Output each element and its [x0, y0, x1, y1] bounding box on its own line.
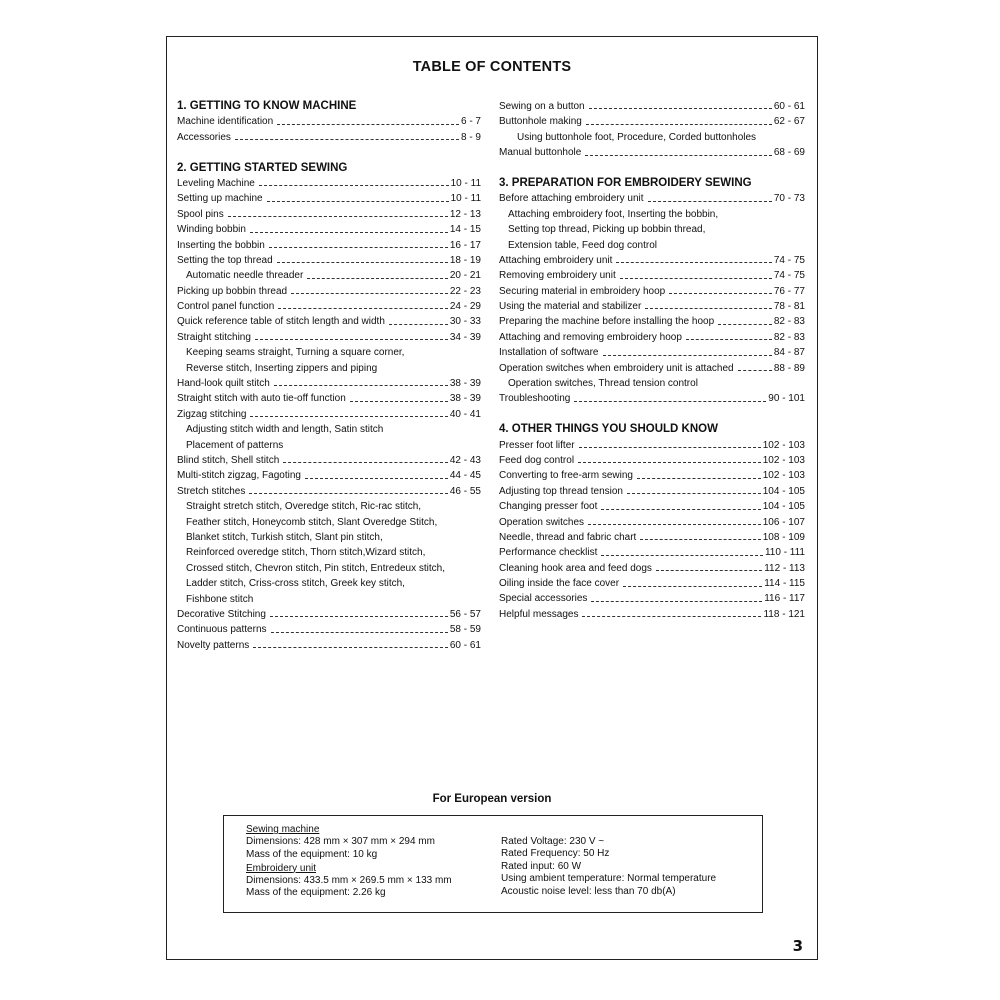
- dot-leader: [578, 462, 761, 463]
- toc-entry: [499, 453, 805, 468]
- toc-entry-label: Straight stitch with auto tie-off function: [177, 393, 346, 405]
- toc-entry-pages: 102 - 103: [762, 439, 805, 451]
- toc-entry-label: Machine identification: [177, 116, 274, 128]
- dot-leader: [645, 308, 772, 309]
- section-spacer: [499, 407, 805, 422]
- toc-entry: [499, 468, 805, 483]
- toc-entry-pages: 42 - 43: [449, 454, 481, 466]
- section-heading: 1. GETTING TO KNOW MACHINE: [177, 100, 357, 112]
- toc-entry-label: Helpful messages: [499, 608, 579, 620]
- toc-entry-pages: 6 - 7: [460, 116, 481, 128]
- toc-entry-pages: 82 - 83: [773, 316, 805, 328]
- dot-leader: [718, 324, 772, 325]
- toc-entry-label: Novelty patterns: [177, 639, 250, 651]
- toc-entry: [177, 376, 481, 391]
- spec-heading: Sewing machine: [246, 824, 320, 835]
- toc-entry-pages: 12 - 13: [449, 208, 481, 220]
- toc-entry-label: Setting the top thread: [177, 254, 273, 266]
- dot-leader: [591, 601, 762, 602]
- toc-entry: [499, 530, 805, 545]
- toc-entry: [177, 191, 481, 206]
- dot-leader: [738, 370, 772, 371]
- toc-subtopics: Reverse stitch, Inserting zippers and piping: [186, 362, 378, 374]
- spec-left-group: [246, 824, 452, 900]
- spec-line: Rated Voltage: 230 V ~: [501, 836, 605, 847]
- toc-subtopics: Keeping seams straight, Turning a square corner,: [186, 347, 405, 359]
- toc-entry: [499, 561, 805, 576]
- toc-entry: [499, 484, 805, 499]
- dot-leader: [270, 616, 448, 617]
- spec-heading: Embroidery unit: [246, 862, 317, 874]
- toc-entry-label: Operation switches: [499, 516, 585, 528]
- dot-leader: [228, 216, 448, 217]
- dot-leader: [267, 201, 449, 202]
- toc-entry: [177, 114, 481, 129]
- toc-entry-pages: 76 - 77: [773, 285, 805, 297]
- toc-entry-label: Quick reference table of stitch length and width: [177, 316, 385, 328]
- dot-leader: [582, 616, 761, 617]
- toc-entry-label: Using the material and stabilizer: [499, 301, 642, 313]
- dot-leader: [601, 555, 763, 556]
- toc-entry-pages: 22 - 23: [449, 285, 481, 297]
- toc-entry-pages: 24 - 29: [449, 301, 481, 313]
- toc-entry: [177, 638, 481, 653]
- toc-entry-label: Buttonhole making: [499, 116, 582, 128]
- toc-entry-pages: 108 - 109: [762, 531, 805, 543]
- dot-leader: [656, 570, 762, 571]
- toc-entry: [499, 499, 805, 514]
- toc-entry-pages: 78 - 81: [773, 301, 805, 313]
- section-spacer: [177, 145, 481, 160]
- spec-line: Rated Frequency: 50 Hz: [501, 848, 610, 860]
- toc-entry: [499, 391, 805, 406]
- toc-entry-label: Special accessories: [499, 593, 588, 605]
- toc-right-column: [499, 99, 805, 622]
- toc-entry: [499, 99, 805, 114]
- toc-entry-label: Winding bobbin: [177, 224, 246, 236]
- toc-entry-label: Control panel function: [177, 301, 275, 313]
- toc-entry: [177, 330, 481, 345]
- toc-entry-pages: 114 - 115: [764, 578, 805, 590]
- toc-entry: [177, 407, 481, 422]
- dot-leader: [259, 185, 449, 186]
- section-heading: 3. PREPARATION FOR EMBROIDERY SEWING: [499, 176, 752, 189]
- toc-entry: [499, 268, 805, 283]
- toc-entry-label: Straight stitching: [177, 331, 251, 343]
- toc-entry: [177, 484, 481, 499]
- toc-entry: [177, 207, 481, 222]
- toc-entry-label: Decorative Stitching: [177, 608, 266, 620]
- toc-subtopics: Reinforced overedge stitch, Thorn stitch,Wizard stitch,: [186, 547, 426, 559]
- toc-subtopics: Crossed stitch, Chevron stitch, Pin stitch, Entredeux stitch,: [186, 562, 445, 574]
- spec-line: Using ambient temperature: Normal temperature: [501, 873, 717, 885]
- dot-leader: [253, 647, 448, 648]
- dot-leader: [574, 401, 766, 402]
- toc-entry-pages: 18 - 19: [449, 254, 481, 266]
- toc-entry-label: Accessories: [177, 131, 231, 143]
- toc-entry: [499, 515, 805, 530]
- spec-line: Mass of the equipment: 2.26 kg: [246, 887, 386, 899]
- toc-entry: [499, 592, 805, 607]
- toc-entry: [499, 576, 805, 591]
- document-page: [166, 36, 818, 960]
- toc-subtopics: Operation switches, Thread tension control: [508, 378, 698, 390]
- toc-entry-label: Before attaching embroidery unit: [499, 193, 644, 205]
- section-heading: 2. GETTING STARTED SEWING: [177, 161, 348, 174]
- toc-subtopics: Straight stretch stitch, Overedge stitch, Ric-rac stitch,: [186, 501, 422, 513]
- toc-subtopics: Blanket stitch, Turkish stitch, Slant pin stitch,: [186, 531, 383, 543]
- toc-entry: [499, 361, 805, 376]
- toc-entry-pages: 60 - 61: [449, 639, 481, 651]
- dot-leader: [640, 539, 760, 540]
- dot-leader: [623, 586, 762, 587]
- toc-entry: [177, 453, 481, 468]
- toc-entry-label: Cleaning hook area and feed dogs: [499, 562, 652, 574]
- toc-entry-pages: 82 - 83: [773, 331, 805, 343]
- toc-entry-label: Manual buttonhole: [499, 147, 582, 159]
- dot-leader: [586, 124, 772, 125]
- toc-entry: [177, 268, 481, 283]
- toc-entry: [499, 284, 805, 299]
- section-spacer: [499, 161, 805, 176]
- toc-entry-pages: 38 - 39: [449, 393, 481, 405]
- toc-entry: [177, 284, 481, 299]
- toc-entry-pages: 16 - 17: [449, 239, 481, 251]
- toc-entry-label: Troubleshooting: [499, 393, 571, 405]
- dot-leader: [589, 108, 772, 109]
- toc-entry-pages: 10 - 11: [450, 177, 481, 189]
- toc-entry-label: Spool pins: [177, 208, 224, 220]
- toc-entry: [177, 607, 481, 622]
- toc-entry-pages: 116 - 117: [764, 593, 805, 605]
- toc-entry: [499, 253, 805, 268]
- toc-entry-label: Preparing the machine before installing the hoop: [499, 316, 715, 328]
- toc-entry: [177, 622, 481, 637]
- dot-leader: [305, 478, 448, 479]
- dot-leader: [585, 155, 772, 156]
- toc-entry: [499, 545, 805, 560]
- dot-leader: [637, 478, 761, 479]
- dot-leader: [249, 493, 448, 494]
- toc-entry-pages: 74 - 75: [773, 270, 805, 282]
- dot-leader: [274, 385, 448, 386]
- toc-entry: [177, 238, 481, 253]
- toc-entry-label: Performance checklist: [499, 547, 598, 559]
- toc-entry-pages: 62 - 67: [773, 116, 805, 128]
- toc-entry-label: Converting to free-arm sewing: [499, 470, 633, 482]
- dot-leader: [250, 232, 448, 233]
- toc-entry: [177, 314, 481, 329]
- dot-leader: [250, 416, 447, 417]
- page-title: TABLE OF CONTENTS: [412, 59, 572, 75]
- dot-leader: [669, 293, 772, 294]
- dot-leader: [389, 324, 448, 325]
- toc-entry-pages: 102 - 103: [762, 470, 805, 482]
- dot-leader: [588, 524, 761, 525]
- toc-entry: [499, 299, 805, 314]
- dot-leader: [269, 247, 448, 248]
- toc-entry: [177, 299, 481, 314]
- section-heading: 4. OTHER THINGS YOU SHOULD KNOW: [499, 423, 718, 436]
- dot-leader: [235, 139, 459, 140]
- toc-entry-pages: 84 - 87: [773, 347, 805, 359]
- toc-entry: [177, 130, 481, 145]
- toc-entry-label: Blind stitch, Shell stitch: [177, 454, 280, 466]
- toc-entry: [177, 253, 481, 268]
- toc-entry-label: Attaching and removing embroidery hoop: [499, 331, 682, 343]
- toc-subtopics: Attaching embroidery foot, Inserting the bobbin,: [508, 208, 719, 220]
- toc-subtopics: Setting top thread, Picking up bobbin thread,: [508, 224, 706, 236]
- toc-left-column: [177, 99, 481, 653]
- spec-line: Acoustic noise level: less than 70 db(A): [501, 885, 676, 897]
- toc-entry-label: Changing presser foot: [499, 501, 598, 513]
- european-spec-box: [223, 815, 763, 913]
- dot-leader: [603, 355, 772, 356]
- dot-leader: [283, 462, 448, 463]
- toc-subtopics: Fishbone stitch: [186, 593, 254, 605]
- spec-line: Dimensions: 428 mm × 307 mm × 294 mm: [246, 836, 435, 848]
- toc-entry: [499, 314, 805, 329]
- toc-entry-label: Stretch stitches: [177, 485, 246, 497]
- dot-leader: [648, 201, 772, 202]
- toc-entry-label: Oiling inside the face cover: [499, 578, 620, 590]
- dot-leader: [350, 401, 448, 402]
- toc-entry-label: Operation switches when embroidery unit is attached: [499, 362, 734, 374]
- toc-entry-pages: 40 - 41: [449, 408, 481, 420]
- toc-entry-label: Inserting the bobbin: [177, 239, 265, 251]
- spec-line: Rated input: 60 W: [501, 860, 582, 872]
- toc-entry-pages: 10 - 11: [450, 193, 481, 205]
- toc-entry-label: Picking up bobbin thread: [177, 285, 288, 297]
- toc-entry: [499, 438, 805, 453]
- toc-entry-label: Hand-look quilt stitch: [177, 378, 270, 390]
- dot-leader: [307, 278, 448, 279]
- toc-subtopics: Ladder stitch, Criss-cross stitch, Greek key stitch,: [186, 578, 405, 590]
- toc-entry: [499, 114, 805, 129]
- toc-entry: [499, 145, 805, 160]
- toc-entry: [499, 607, 805, 622]
- toc-entry-pages: 14 - 15: [449, 224, 481, 236]
- toc-entry-label: Automatic needle threader: [186, 270, 304, 282]
- toc-subtopics: Placement of patterns: [186, 439, 284, 451]
- toc-entry-label: Adjusting top thread tension: [499, 485, 623, 497]
- dot-leader: [255, 339, 448, 340]
- dot-leader: [277, 262, 448, 263]
- toc-subtopics: Extension table, Feed dog control: [508, 239, 657, 251]
- toc-entry-pages: 88 - 89: [773, 362, 805, 374]
- toc-entry-label: Presser foot lifter: [499, 439, 575, 451]
- toc-entry-pages: 56 - 57: [449, 608, 481, 620]
- dot-leader: [579, 447, 761, 448]
- dot-leader: [291, 293, 448, 294]
- toc-entry-pages: 38 - 39: [449, 378, 481, 390]
- toc-subtopics: Adjusting stitch width and length, Satin stitch: [186, 424, 384, 436]
- toc-entry-pages: 104 - 105: [762, 485, 805, 497]
- toc-entry-pages: 70 - 73: [773, 193, 805, 205]
- page-number: 3: [792, 937, 803, 955]
- toc-subtopics: Using buttonhole foot, Procedure, Corded buttonholes: [517, 131, 757, 143]
- toc-entry-pages: 90 - 101: [768, 393, 805, 405]
- toc-entry: [499, 345, 805, 360]
- toc-entry-pages: 112 - 113: [764, 562, 805, 574]
- toc-entry-pages: 30 - 33: [449, 316, 481, 328]
- toc-entry-pages: 110 - 111: [764, 547, 805, 559]
- toc-entry-label: Multi-stitch zigzag, Fagoting: [177, 470, 301, 482]
- toc-entry-pages: 68 - 69: [773, 147, 805, 159]
- toc-entry-label: Attaching embroidery unit: [499, 254, 613, 266]
- spec-line: Mass of the equipment: 10 kg: [246, 848, 378, 860]
- toc-subtopics: Feather stitch, Honeycomb stitch, Slant Overedge Stitch,: [186, 516, 438, 528]
- dot-leader: [686, 339, 772, 340]
- toc-entry: [499, 330, 805, 345]
- toc-entry-pages: 118 - 121: [763, 608, 805, 620]
- toc-entry-label: Needle, thread and fabric chart: [499, 531, 637, 543]
- dot-leader: [277, 124, 459, 125]
- dot-leader: [271, 632, 448, 633]
- toc-entry-label: Continuous patterns: [177, 624, 267, 636]
- toc-entry-label: Removing embroidery unit: [499, 270, 616, 282]
- european-version-title: For European version: [432, 793, 552, 805]
- dot-leader: [601, 509, 760, 510]
- toc-entry-pages: 44 - 45: [449, 470, 481, 482]
- spec-line: Dimensions: 433.5 mm × 269.5 mm × 133 mm: [246, 875, 452, 887]
- dot-leader: [278, 308, 448, 309]
- toc-entry-label: Setting up machine: [177, 193, 263, 205]
- toc-entry-label: Installation of software: [499, 347, 599, 359]
- dot-leader: [616, 262, 771, 263]
- toc-entry-pages: 8 - 9: [460, 131, 481, 143]
- toc-entry-label: Zigzag stitching: [177, 408, 247, 420]
- toc-entry-label: Feed dog control: [499, 454, 575, 466]
- spec-right-group: [501, 836, 716, 898]
- toc-entry-pages: 58 - 59: [449, 624, 481, 636]
- dot-leader: [620, 278, 772, 279]
- toc-entry-label: Leveling Machine: [177, 177, 255, 189]
- toc-entry-pages: 20 - 21: [449, 270, 481, 282]
- toc-entry: [177, 468, 481, 483]
- toc-entry: [499, 191, 805, 206]
- toc-entry: [177, 176, 481, 191]
- toc-entry-pages: 46 - 55: [449, 485, 481, 497]
- toc-entry: [177, 222, 481, 237]
- toc-entry-pages: 102 - 103: [762, 454, 805, 466]
- dot-leader: [627, 493, 761, 494]
- toc-entry-label: Sewing on a button: [499, 100, 585, 112]
- toc-entry-pages: 106 - 107: [762, 516, 805, 528]
- toc-entry-pages: 34 - 39: [449, 331, 481, 343]
- toc-entry-pages: 74 - 75: [773, 254, 805, 266]
- toc-entry-pages: 60 - 61: [773, 100, 805, 112]
- toc-entry-label: Securing material in embroidery hoop: [499, 285, 666, 297]
- toc-entry-pages: 104 - 105: [762, 501, 805, 513]
- toc-entry: [177, 391, 481, 406]
